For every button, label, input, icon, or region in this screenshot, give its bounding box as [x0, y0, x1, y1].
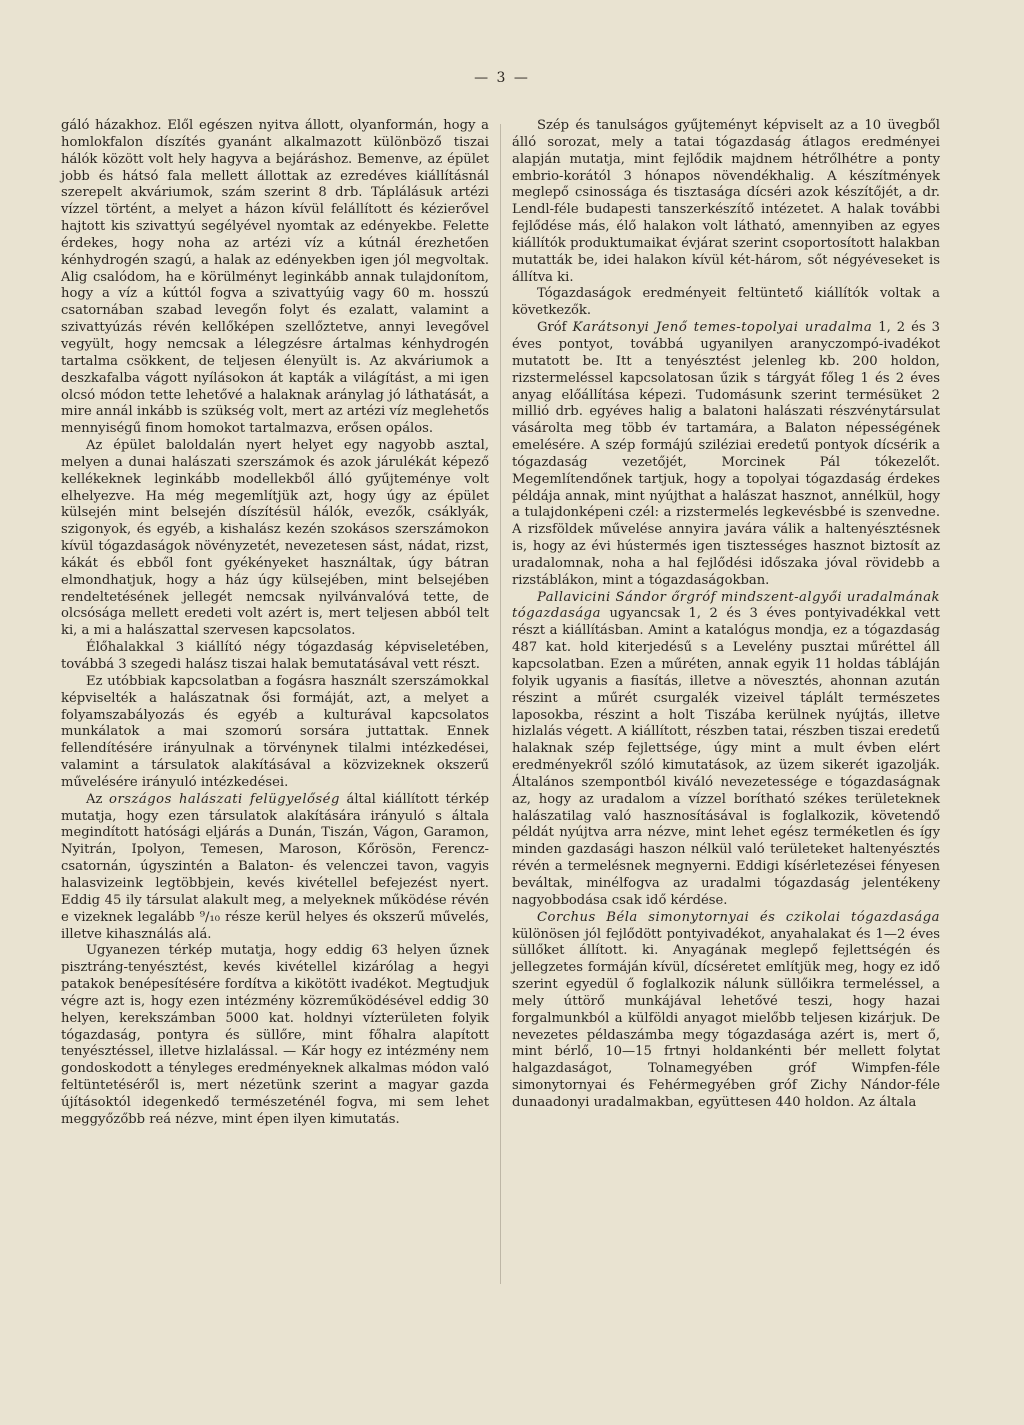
paragraph-lead: Gróf — [536, 320, 573, 336]
paragraph-lead: Az — [85, 791, 110, 807]
paragraph — [61, 792, 489, 944]
emphasis: országos halászati felügyelőség — [109, 791, 340, 807]
paragraph — [512, 590, 940, 910]
emphasis: Karátsonyi Jenő temes-topolyai uradalma — [572, 320, 873, 336]
paragraph — [512, 320, 940, 590]
paragraph-text: ugyancsak 1, 2 és 3 éves pontyivadékkal vett részt a kiállításban. Amint a katalógus mondja, ez a tógazdaság 487 kat. hold kiterjedésű s a Levelény pusztai műréttel áll kapcsolatban. Ezen a műréten, annak egyik 11 holdas tábláján folyik ugyanis a fiasítás, illetve a növesztés, ahonnan azután részint a műrét csurgalék vizeivel táplált természetes laposokba, részint a holt Tiszába kerülnek nyújtás, illetve hizlalás végett. A kiállított, részben tatai, részben tiszai eredetű halaknak szép fejlettsége, úgy mint a mult évben elért eredményekről szóló kimutatások, az üzem sikerét igazolják. Általános szempontból kiváló nevezetessége e tógazdaságnak az, hogy az uradalom a vízzel borítható székes területeknek halászatilag való hasznosításával is foglalkozik, követendő példát nyújtva arra nézve, mint lehet egész terméketlen és így minden gazdasági haszon nélkül való területeket haltenyésztés révén a termelésnek megnyerni. Eddigi kísérletezései fényesen beváltak, minélfogva az uradalmi tógazdaság jelentékeny nagyobbodása csak idő kérdése. — [512, 606, 940, 908]
emphasis: Pallavicini Sándor őrgróf mindszent-algyői uradalmának tógazdasága — [512, 589, 940, 622]
paragraph: gáló házakhoz. Elől egészen nyitva állott, olyanformán, hogy a homlokfalon díszítés gyanánt alkalmazott különböző tiszai hálók között volt hely hagyva a bejáráshoz. Bemenve, az épület jobb és hátsó fala mellett állottak az ezredéves kiállításnál szerepelt akváriumok, szám szerint 8 drb. Táplálásuk artézi vízzel történt, a melyet a házon kívül felállított és kézierővel hajtott kis szivattyú segélyével nyomtak az edényekbe. Felette érdekes, hogy noha az artézi víz a kútnál érezhetően kénhydrogén szagú, a halak az edényekben igen jól megvoltak. Alig csalódom, ha e körülményt leginkább annak tulajdonítom, hogy a víz a kúttól fogva a szivattyúig vagy 60 m. hosszú csatornában szabad levegőn folyt és ezalatt, valamint a szivattyúzás révén kellőképen szellőztetve, annyi levegővel vegyült, hogy nemcsak a lélegzésre ártalmas kénhydrogén tartalma csökkent, de teljesen élenyült is. Az akváriumok a deszkafalba vágott nyílásokon át kapták a világítást, a mi igen olcsó módon tette lehetővé a halaknak aránylag jó láthatását, a mire annál inkább is szükség volt, mert az artézi víz meglehetős mennyiségű finom homokot tartalmazva, erősen opálos. — [61, 118, 489, 437]
paragraph — [512, 910, 940, 1112]
paragraph-text: különösen jól fejlődött pontyivadékot, anyahalakat és 1—2 éves süllőket állított. ki. Anyagának meglepő fejlettségén és jellegzetes formáján kívül, dícséretet említjük meg, hogy ez idő szerint egyedül ő foglalkozik nálunk süllőikra termeléssel, a mely úttörő munkájával lehetővé teszi, hogy hazai forgalmunkból a külföldi anyagot mielőbb teljesen kizárjuk. De nevezetes példaszámba megy tógazdasága azért is, mert ő, mint bérlő, 10—15 frtnyi holdankénti bér mellett folytat halgazdaságot, Tolnamegyében gróf Wimpfen-féle simonytornyai és Fehérmegyében gróf Zichy Nándor-féle dunaadonyi uradalmakban, együttesen 440 holdon. Az általa — [512, 926, 940, 1110]
paragraph: Tógazdaságok eredményeit feltüntető kiállítók voltak a következők. — [512, 286, 940, 319]
paragraph: Élőhalakkal 3 kiállító négy tógazdaság képviseletében, továbbá 3 szegedi halász tiszai halak bemutatásával vett részt. — [61, 640, 489, 672]
emphasis: Corchus Béla simonytornyai és czikolai tógazdasága — [536, 909, 940, 925]
paragraph: Az épület baloldalán nyert helyet egy nagyobb asztal, melyen a dunai halászati szerszámok és azok járulékát képező kellékeknek leginkább modellekből álló gyűjteménye volt elhelyezve. Ha még megemlítjük azt, hogy úgy az épület külsején mint belsején díszítésül hálók, evezők, csáklyák, szigonyok, és egyéb, a kishalász kezén szokásos szerszámokon kívül tógazdaságok növényzetét, nevezetesen sást, nádat, rizst, kákát és ebből font gyékényeket használtak, úgy bátran elmondhatjuk, hogy a ház úgy külsejében, mint belsejében rendeltetésének jellegét nemcsak nyilvánvalóvá tette, de olcsósága mellett eredeti volt azért is, mert teljesen abból telt ki, a mi a halászattal szervesen kapcsolatos. — [61, 438, 489, 639]
paragraph: Ez utóbbiak kapcsolatban a fogásra használt szerszámokkal képviselték a halászatnak ősi formáját, azt, a melyet a folyamszabályozás és egyéb a kulturával kapcsolatos munkálatok a mai szomorú sorsára juttattak. Ennek fellendítésére irányulnak a törvénynek tilalmi intézkedései, valamint a társulatok alakításával a közvizeknek okszerű művelésére irányuló intézkedései. — [61, 673, 489, 790]
paragraph: Ugyanezen térkép mutatja, hogy eddig 63 helyen űznek pisztráng-tenyésztést, kevés kivétellel kizárólag a hegyi patakok benépesítésére fordítva a kikötött ivadékot. Megtudjuk végre azt is, hogy ezen intézmény közreműködésével eddig 30 helyen, kerekszámban 5000 kat. holdnyi vízterületen folyik tógazdaság, pontyra és süllőre, mint főhalra alapított tenyésztéssel, illetve hizlalással. — Kár hogy ez intézmény nem gondoskodott a tényleges eredményeknek alkalmas módon való feltüntetéséről is, mert nézetünk szerint a magyar gazda újításoktól idegenkedő természeténél fogva, mi sem lehet meggyőzőbb reá nézve, mint épen ilyen kimutatás. — [61, 943, 489, 1127]
paragraph-text: által kiállított térkép mutatja, hogy ezen társulatok alakítására irányuló s általa megindított hatósági eljárás a Dunán, Tiszán, Vágon, Garamon, Nyitrán, Ipolyon, Temesen, Maroson, Kőrösön, Ferencz-csatornán, úgyszintén a Balaton- és velenczei tavon, vagyis halasvizeink legtöbbjein, kevés kivétellel befejezést nyert. Eddig 45 ily társulat alakult meg, a melyeknek működése révén e vizeknek legalább ⁹/₁₀ része kerül helyes és okszerű művelés, illetve kihasználás alá. — [61, 791, 489, 942]
column-divider — [500, 124, 501, 1284]
right-column — [512, 118, 940, 1112]
left-column — [61, 118, 489, 1129]
page-number: — 3 — — [474, 70, 530, 86]
paragraph: Szép és tanulságos gyűjteményt képviselt az a 10 üvegből álló sorozat, mely a tatai tógazdaság átlagos eredményei alapján mutatja, mint fejlődik majdnem hétrőlhétre a ponty embrio-korától 3 hónapos növendékhalig. A készítmények meglepő csinossága és tisztasága dícséri azok készítőjét, a dr. Lendl-féle budapesti tanszerkészítő intézetet. A halak további fejlődése más, élő halakon volt látható, amennyiben az egyes kiállítók produktumaikat évjárat szerint csoportosított halakban mutatták be, idei halakon kívül két-három, sőt négyéveseket is állítva ki. — [512, 118, 940, 285]
paragraph-text: 1, 2 és 3 éves pontyot, továbbá ugyanilyen aranyczompó-ivadékot mutatott be. Itt a tenyésztést jelenleg kb. 200 holdon, rizstermeléssel kapcsolatosan űzik s tárgyát főleg 1 és 2 éves anyag előállítása képezi. Tudomásunk szerint termésüket 2 millió drb. egyéves halig a balatoni halászati részvénytársulat vásárolta meg több év tartamára, a Balaton népességének emelésére. A szép formájú sziléziai eredetű pontyok dícsérik a tógazdaság vezetőjét, Morcinek Pál tókezelőt. Megemlítendőnek tartjuk, hogy a topolyai tógazdaság érdekes példája annak, mint nyújthat a halászat hasznot, annélkül, hogy a tulajdonképeni czél: a rizstermelés legkevésbbé is szenvedne. A rizsföldek művelése annyira javára válik a haltenyésztésnek is, hogy az évi hústermés igen tisztességes hasznot biztosít az uradalomnak, noha a hal fejlődési időszaka jóval rövidebb a rizstáblákon, mint a tógazdaságokban. — [512, 320, 940, 588]
